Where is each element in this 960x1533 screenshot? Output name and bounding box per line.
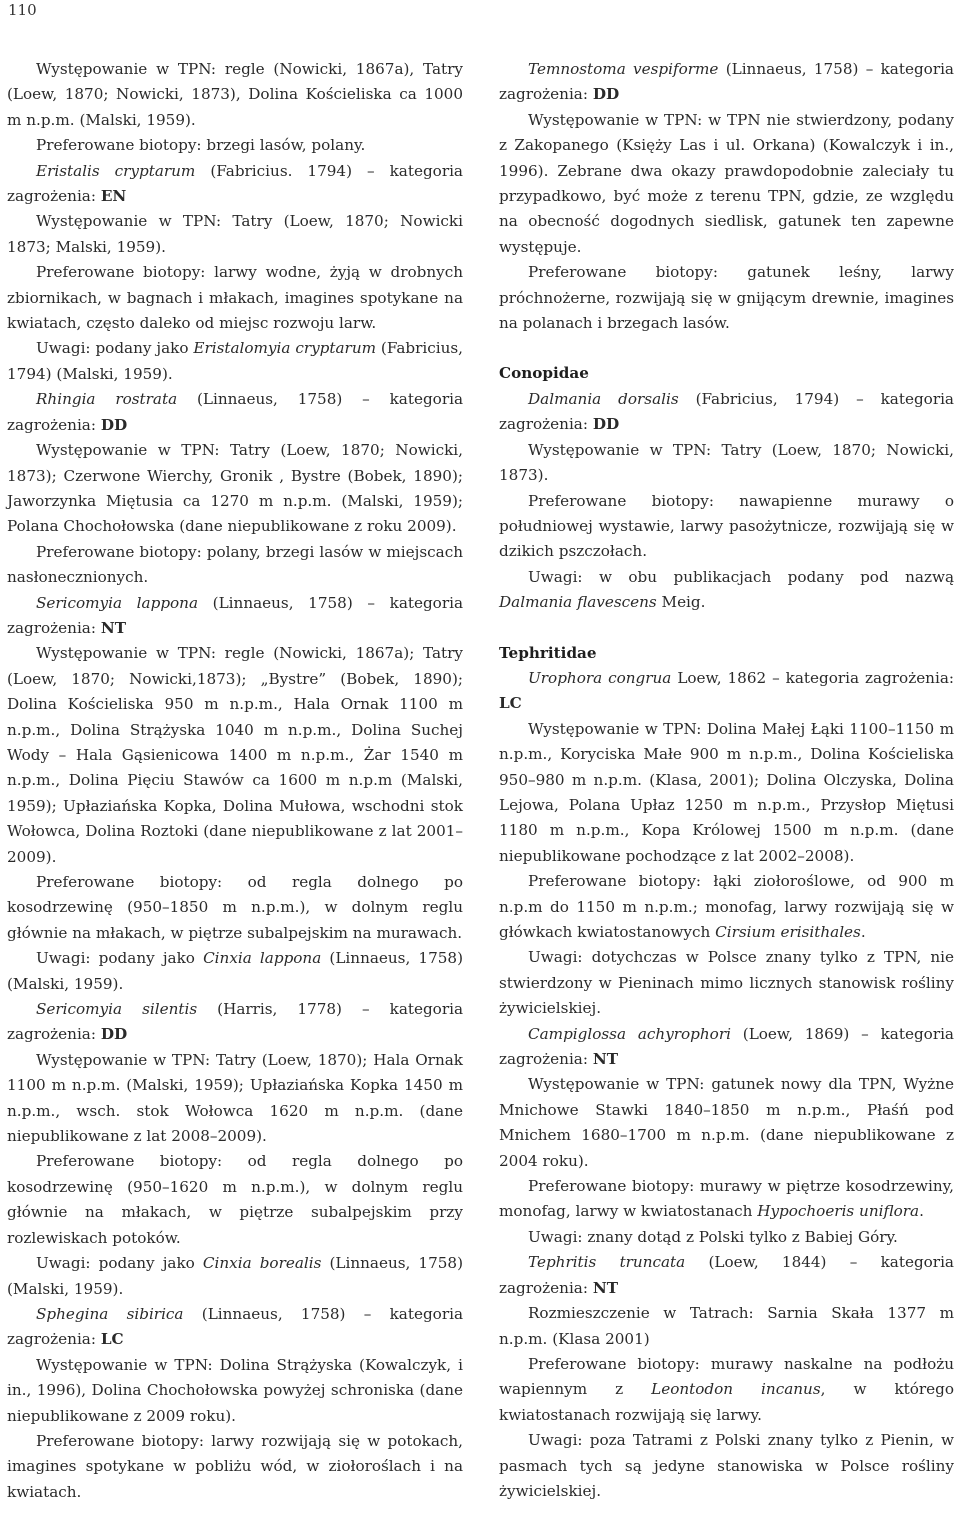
paragraph	[7, 1302, 463, 1353]
paragraph	[7, 591, 463, 642]
species-name: Dalmania dorsalis	[528, 389, 679, 408]
paragraph	[499, 387, 954, 438]
text-run: Występowanie w TPN: Tatry (Loew, 1870; Nowicki, 1873); Czerwone Wierchy, Gronik , Bystre (Bobek, 1890); Jaworzynka Miętusia ca 1270 m n.p.m. (Malski, 1959); Polana Chochołowska (dane niepublikowane z roku 2009).	[7, 441, 463, 536]
text-run: (Linnaeus, 1758) (Malski, 1959).	[7, 1254, 463, 1298]
paragraph	[7, 997, 463, 1048]
text-run: Występowanie w TPN: Tatry (Loew, 1870; Nowicki, 1873).	[499, 440, 954, 485]
text-run: Preferowane biotopy: brzegi lasów, polany.	[36, 136, 366, 155]
text-run: (Linnaeus, 1758) (Malski, 1959).	[7, 949, 463, 993]
text-run: Uwagi: w obu publikacjach podany pod nazwą	[528, 567, 954, 586]
text-run: Występowanie w TPN: regle (Nowicki, 1867a), Tatry (Loew, 1870; Nowicki, 1873), Dolina Kościeliska ca 1000 m n.p.m. (Malski, 1959).	[7, 60, 463, 129]
text-run: (Fabricius. 1794) – kategoria zagrożenia:	[7, 161, 463, 206]
text-run: Meig.	[656, 593, 706, 612]
text-run: (Linnaeus, 1758) – kategoria zagrożenia:	[7, 390, 463, 434]
section-heading	[499, 641, 954, 666]
paragraph	[499, 666, 954, 717]
text-run: Preferowane biotopy: od regla dolnego po kosodrzewinę (950–1620 m n.p.m.), w dolnym reglu głównie na młakach, w piętrze subalpejskim przy rozlewiskach potoków.	[7, 1152, 463, 1247]
section-heading	[499, 361, 954, 386]
species-name: Urophora congrua	[528, 668, 672, 687]
threat-category: NT	[592, 1278, 618, 1297]
species-name: Hypochoeris uniflora	[757, 1202, 920, 1221]
text-run: (Linnaeus, 1758) – kategoria zagrożenia:	[7, 1304, 463, 1349]
paragraph	[499, 1225, 954, 1250]
text-run: Występowanie w TPN: gatunek nowy dla TPN, Wyżne Mnichowe Stawki 1840–1850 m n.p.m., Płaśń pod Mnichem 1680–1700 m n.p.m. (dane niepublikowane z 2004 roku).	[499, 1075, 954, 1170]
threat-category: DD	[100, 415, 128, 434]
paragraph	[7, 946, 463, 997]
threat-category: LC	[100, 1330, 124, 1349]
text-run: Preferowane biotopy: łąki ziołoroślowe, od 900 m n.p.m do 1150 m n.p.m.; monofag, larwy rozwijają się w główkach kwiatostanowych	[499, 872, 954, 941]
paragraph	[499, 945, 954, 1021]
text-run: (Loew, 1869) – kategoria zagrożenia:	[499, 1024, 954, 1069]
text-run: Uwagi: dotychczas w Polsce znany tylko z TPN, nie stwierdzony w Pieninach mimo licznych stanowisk rośliny żywicielskiej.	[499, 948, 954, 1018]
text-run: .	[919, 1202, 924, 1221]
threat-category: DD	[592, 415, 620, 434]
species-name: Dalmania flavescens	[499, 593, 657, 612]
species-name: Campiglossa achyrophori	[528, 1024, 731, 1043]
threat-category: NT	[592, 1050, 618, 1069]
paragraph	[499, 1352, 954, 1428]
text-run: (Loew, 1844) – kategoria zagrożenia:	[499, 1253, 954, 1297]
paragraph	[499, 108, 954, 260]
text-run: Występowanie w TPN: Tatry (Loew, 1870); Hala Ornak 1100 m n.p.m. (Malski, 1959); Upłaziańska Kopka 1450 m n.p.m., wsch. stok Wołowca 1620 m n.p.m. (dane niepublikowane z lat 2008–2009).	[7, 1050, 463, 1146]
text-run: Preferowane biotopy: polany, brzegi lasów w miejscach nasłonecznionych.	[7, 542, 463, 587]
paragraph	[499, 565, 954, 616]
paragraph	[499, 438, 954, 489]
paragraph	[499, 1250, 954, 1301]
text-run: Występowanie w TPN: regle (Nowicki, 1867a); Tatry (Loew, 1870; Nowicki,1873); „Bystre” (Bobek, 1890); Dolina Kościeliska 950 m n.p.m., Hala Ornak 1100 m n.p.m., Dolina Strążyska 1040 m n.p.m., Dolina Suchej Wody – Hala Gąsienicowa 1400 m n.p.m., Żar 1540 m n.p.m., Dolina Pięciu Stawów ca 1600 m n.p.m (Malski, 1959); Upłaziańska Kopka, Dolina Mułowa, wschodni stok Wołowca, Dolina Roztoki (dane niepublikowane z lat 2001–2009).	[7, 644, 463, 866]
right-column	[499, 57, 954, 1504]
paragraph	[499, 57, 954, 108]
paragraph	[499, 1428, 954, 1504]
paragraph	[499, 1301, 954, 1352]
text-run: , w którego kwiatostanach rozwijają się larwy.	[499, 1380, 955, 1424]
species-name: Rhingia rostrata	[36, 390, 178, 409]
species-name: Sericomyia silentis	[36, 1000, 198, 1019]
paragraph	[7, 336, 463, 387]
threat-category: DD	[100, 1025, 128, 1044]
paragraph	[7, 540, 463, 591]
text-run: Preferowane biotopy: od regla dolnego po kosodrzewinę (950–1850 m n.p.m.), w dolnym reglu głównie na młakach, w piętrze subalpejskim na murawach.	[7, 873, 463, 942]
text-run: Preferowane biotopy: nawapienne murawy o południowej wystawie, larwy pasożytnicze, rozwijają się w dzikich pszczołach.	[499, 491, 954, 561]
species-name: Leontodon incanus	[651, 1380, 821, 1399]
species-name: Temnostoma vespiforme	[528, 60, 719, 78]
page-number: 110	[8, 1, 37, 19]
species-name: Cinxia lappona	[203, 949, 322, 968]
species-name: Eristalis cryptarum	[36, 161, 196, 180]
text-run: Uwagi: znany dotąd z Polski tylko z Babiej Góry.	[528, 1227, 898, 1246]
species-name: Sericomyia lappona	[36, 593, 199, 612]
paragraph	[499, 1022, 954, 1073]
paragraph	[7, 387, 463, 438]
paragraph	[7, 438, 463, 540]
species-name: Cinxia borealis	[202, 1254, 322, 1273]
text-run: Preferowane biotopy: gatunek leśny, larwy próchnożerne, rozwijają się w gnijącym drewnie, imagines na polanach i brzegach lasów.	[499, 263, 954, 333]
paragraph	[7, 209, 463, 260]
text-run: Preferowane biotopy: murawy w piętrze kosodrzewiny, monofag, larwy w kwiatostanach	[499, 1177, 954, 1221]
paragraph	[7, 1048, 463, 1150]
text-run: Preferowane biotopy: larwy wodne, żyją w drobnych zbiornikach, w bagnach i młakach, imagines spotykane na kwiatach, często daleko od miejsc rozwoju larw.	[7, 263, 463, 333]
paragraph	[7, 57, 463, 133]
text-run: Uwagi: podany jako	[36, 339, 194, 358]
threat-category: NT	[100, 618, 126, 637]
paragraph	[7, 133, 463, 158]
threat-category: DD	[592, 85, 620, 104]
text-run: Conopidae	[499, 364, 589, 383]
paragraph	[7, 870, 463, 946]
threat-category: EN	[100, 187, 127, 206]
text-run: Rozmieszczenie w Tatrach: Sarnia Skała 1377 m n.p.m. (Klasa 2001)	[499, 1304, 954, 1348]
species-name: Cirsium erisithales	[715, 923, 861, 941]
text-run: Loew, 1862 – kategoria zagrożenia:	[671, 668, 954, 687]
text-run: Uwagi: poza Tatrami z Polski znany tylko z Pienin, w pasmach tych są jedyne stanowiska w Polsce rośliny żywicielskiej.	[499, 1431, 954, 1500]
species-name: Sphegina sibirica	[36, 1304, 184, 1323]
text-run: (Harris, 1778) – kategoria zagrożenia:	[7, 1000, 464, 1044]
paragraph	[7, 1251, 463, 1302]
paragraph	[7, 159, 463, 210]
threat-category: LC	[499, 694, 522, 713]
text-run: .	[860, 923, 866, 941]
text-run: (Linnaeus, 1758) – kategoria zagrożenia:	[499, 60, 954, 104]
species-name: Tephritis truncata	[528, 1253, 686, 1272]
text-run: (Fabricius, 1794) – kategoria zagrożenia:	[499, 389, 954, 434]
paragraph	[7, 641, 463, 870]
text-run: (Linnaeus, 1758) – kategoria zagrożenia:	[7, 593, 463, 637]
text-run: Uwagi: podany jako	[36, 1254, 203, 1273]
paragraph	[499, 260, 954, 336]
text-run: Uwagi: podany jako	[36, 949, 204, 968]
paragraph	[7, 1149, 463, 1251]
text-run: Występowanie w TPN: Tatry (Loew, 1870; Nowicki 1873; Malski, 1959).	[7, 212, 463, 256]
text-run: Tephritidae	[499, 643, 597, 662]
left-column	[7, 57, 463, 1505]
paragraph	[499, 1072, 954, 1174]
paragraph	[499, 869, 954, 945]
text-run: Występowanie w TPN: Dolina Strążyska (Kowalczyk, i in., 1996), Dolina Chochołowska powyżej schroniska (dane niepublikowane z 2009 roku).	[7, 1355, 463, 1425]
text-run: Występowanie w TPN: Dolina Małej Łąki 1100–1150 m n.p.m., Koryciska Małe 900 m n.p.m., Dolina Kościeliska 950–980 m n.p.m. (Klasa, 2001); Dolina Olczyska, Dolina Lejowa, Polana Upłaz 1250 m n.p.m., Przysłop Miętusi 1180 m n.p.m., Kopa Królowej 1500 m n.p.m. (dane niepublikowane pochodzące z lat 2002–2008).	[499, 719, 954, 865]
text-run: Preferowane biotopy: larwy rozwijają się w potokach, imagines spotykane w pobliżu wód, w ziołoroślach i na kwiatach.	[7, 1431, 463, 1501]
paragraph	[499, 1174, 954, 1225]
paragraph	[499, 717, 954, 869]
paragraph	[499, 489, 954, 565]
paragraph	[7, 1429, 463, 1505]
paragraph	[7, 260, 463, 336]
paragraph	[7, 1353, 463, 1429]
text-run: Występowanie w TPN: w TPN nie stwierdzony, podany z Zakopanego (Księży Las i ul. Orkana) (Kowalczyk i in., 1996). Zebrane dwa okazy prawdopodobnie zaleciały tu przypadkowo, być może z terenu TPN, gdzie, ze względu na obecność dogodnych siedlisk, gatunek ten zapewne występuje.	[499, 110, 954, 256]
text-run: Preferowane biotopy: murawy naskalne na podłożu wapiennym z	[499, 1354, 954, 1399]
text-run: (Fabricius, 1794) (Malski, 1959).	[7, 339, 463, 383]
species-name: Eristalomyia cryptarum	[193, 339, 376, 358]
